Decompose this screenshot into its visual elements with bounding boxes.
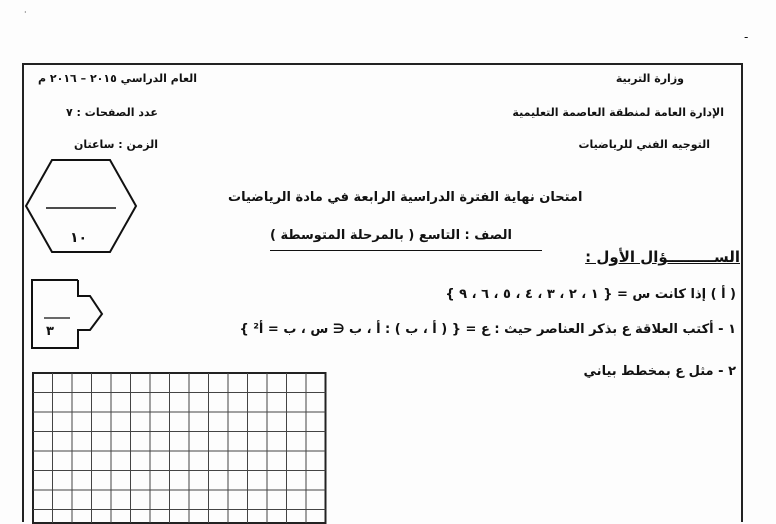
grade-underline — [270, 250, 542, 251]
corner-dash: - — [744, 30, 749, 44]
ministry-name: وزارة التربية — [615, 72, 684, 85]
question-item-1: ١ - أكتب العلاقة ع بذكر العناصر حيث : ع = { ( أ ، ب ) : أ ، ب ∈ س ، ب = أ² } — [239, 322, 736, 337]
exam-title: امتحان نهاية الفترة الدراسية الرابعة في مادة الرياضيات — [228, 190, 583, 205]
score-total: ١٠ — [70, 230, 88, 246]
frame-right-line — [741, 63, 743, 522]
question-part-a: ( أ ) إذا كانت س = { ١ ، ٢ ، ٣ ، ٤ ، ٥ ، ٦ ، ٩ } — [445, 287, 736, 302]
directorate-name: الإدارة العامة لمنطقة العاصمة التعليمية — [512, 106, 724, 119]
mark-value: ٣ — [46, 324, 54, 339]
graph-grid — [32, 372, 328, 524]
exam-grade: الصف : التاسع ( بالمرحلة المتوسطة ) — [270, 228, 512, 243]
pages-count: عدد الصفحات : ٧ — [66, 106, 158, 119]
question-heading: الســـــــــؤال الأول : — [585, 248, 740, 266]
corner-dot: · — [24, 8, 27, 17]
supervision-name: التوجيه الفني للرياضيات — [578, 138, 710, 151]
grid-border — [33, 373, 326, 523]
academic-year: العام الدراسي ٢٠١٥ – ٢٠١٦ م — [38, 72, 198, 85]
frame-left-line — [22, 63, 24, 522]
mark-arrow-box — [30, 278, 104, 350]
frame-top-line — [22, 63, 742, 65]
exam-duration: الزمن : ساعتان — [74, 138, 158, 151]
question-item-2: ٢ - مثل ع بمخطط بياني — [583, 364, 736, 379]
